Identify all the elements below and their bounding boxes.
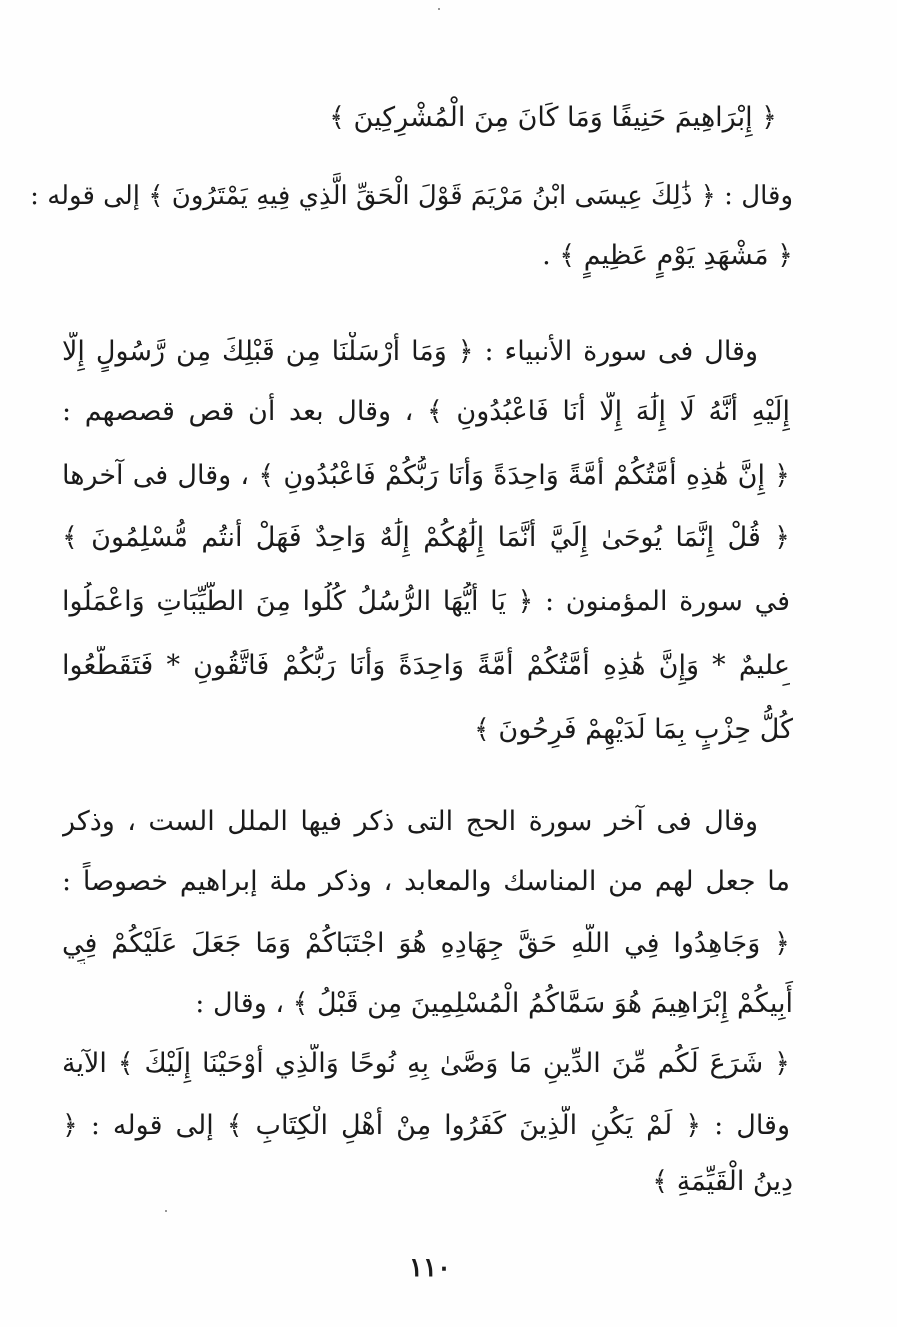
text-line-4: وقال فى سورة الأنبياء : ﴿ وَمَا أَرْسَلْنَا مِن قَبْلِكَ مِن رَّسُولٍ إِلَّا — [62, 336, 758, 367]
text-line-7: ﴿ قُلْ إِنَّمَا يُوحَىٰ إِلَيَّ أَنَّمَا إِلَٰهُكُمْ إِلَٰهٌ وَاحِدٌ فَهَلْ أَنتُم مُّسْلِمُونَ ﴾ — [62, 522, 790, 553]
text-line-9: عليمٌ * وَإِنَّ هَٰذِهِ أُمَّتُكُمْ أُمَّةً وَاحِدَةً وَأَنَا رَبُّكُمْ فَاتَّقُونِ * فَتَقَطَّعُوا — [62, 650, 790, 681]
text-line-14: أَبِيكُمْ إِبْرَاهِيمَ هُوَ سَمَّاكُمُ الْمُسْلِمِينَ مِن قَبْلُ ﴾ ، وقال : — [195, 988, 793, 1019]
text-line-11: وقال فى آخر سورة الحج التى ذكر فيها الملل الست ، وذكر — [62, 806, 758, 837]
text-line-15: ﴿ شَرَعَ لَكُم مِّنَ الدِّينِ مَا وَصَّىٰ بِهِ نُوحًا وَالَّذِي أَوْحَيْنَا إِلَيْكَ ﴾ الآية — [62, 1048, 790, 1079]
ink-speck — [165, 1210, 167, 1212]
page-number: ١١٠ — [409, 1253, 451, 1283]
text-line-8: في سورة المؤمنون : ﴿ يَا أَيُّهَا الرُّسُلُ كُلُوا مِنَ الطَّيِّبَاتِ وَاعْمَلُوا — [62, 586, 790, 617]
text-line-17: دِينُ الْقَيِّمَةِ ﴾ — [652, 1166, 793, 1197]
text-line-13: ﴿ وَجَاهِدُوا فِي اللَّهِ حَقَّ جِهَادِهِ هُوَ اجْتَبَاكُمْ وَمَا جَعَلَ عَلَيْكُمْ فِي — [62, 928, 790, 959]
text-line-2: وقال : ﴿ ذَٰلِكَ عِيسَى ابْنُ مَرْيَمَ قَوْلَ الْحَقِّ الَّذِي فِيهِ يَمْتَرُونَ ﴾ إلى قوله : — [30, 181, 793, 211]
text-line-1: ﴿ إِبْرَاهِيمَ حَنِيفًا وَمَا كَانَ مِنَ الْمُشْرِكِينَ ﴾ — [329, 102, 777, 133]
text-line-6: ﴿ إِنَّ هَٰذِهِ أُمَّتُكُمْ أُمَّةً وَاحِدَةً وَأَنَا رَبُّكُمْ فَاعْبُدُونِ ﴾ ، وقال فى آخرها — [62, 460, 790, 491]
text-line-5: إِلَيْهِ أَنَّهُ لَا إِلَٰهَ إِلَّا أَنَا فَاعْبُدُونِ ﴾ ، وقال بعد أن قص قصصهم : — [62, 396, 790, 427]
text-line-12: ما جعل لهم من المناسك والمعابد ، وذكر ملة إبراهيم خصوصاً : — [62, 866, 790, 897]
text-line-16: وقال : ﴿ لَمْ يَكُنِ الَّذِينَ كَفَرُوا مِنْ أَهْلِ الْكِتَابِ ﴾ إلى قوله : ﴿ — [62, 1110, 790, 1141]
text-line-10: كُلُّ حِزْبٍ بِمَا لَدَيْهِمْ فَرِحُونَ ﴾ — [474, 714, 793, 745]
ink-speck — [438, 8, 440, 10]
text-line-3: ﴿ مَشْهَدِ يَوْمٍ عَظِيمٍ ﴾ . — [542, 240, 793, 271]
